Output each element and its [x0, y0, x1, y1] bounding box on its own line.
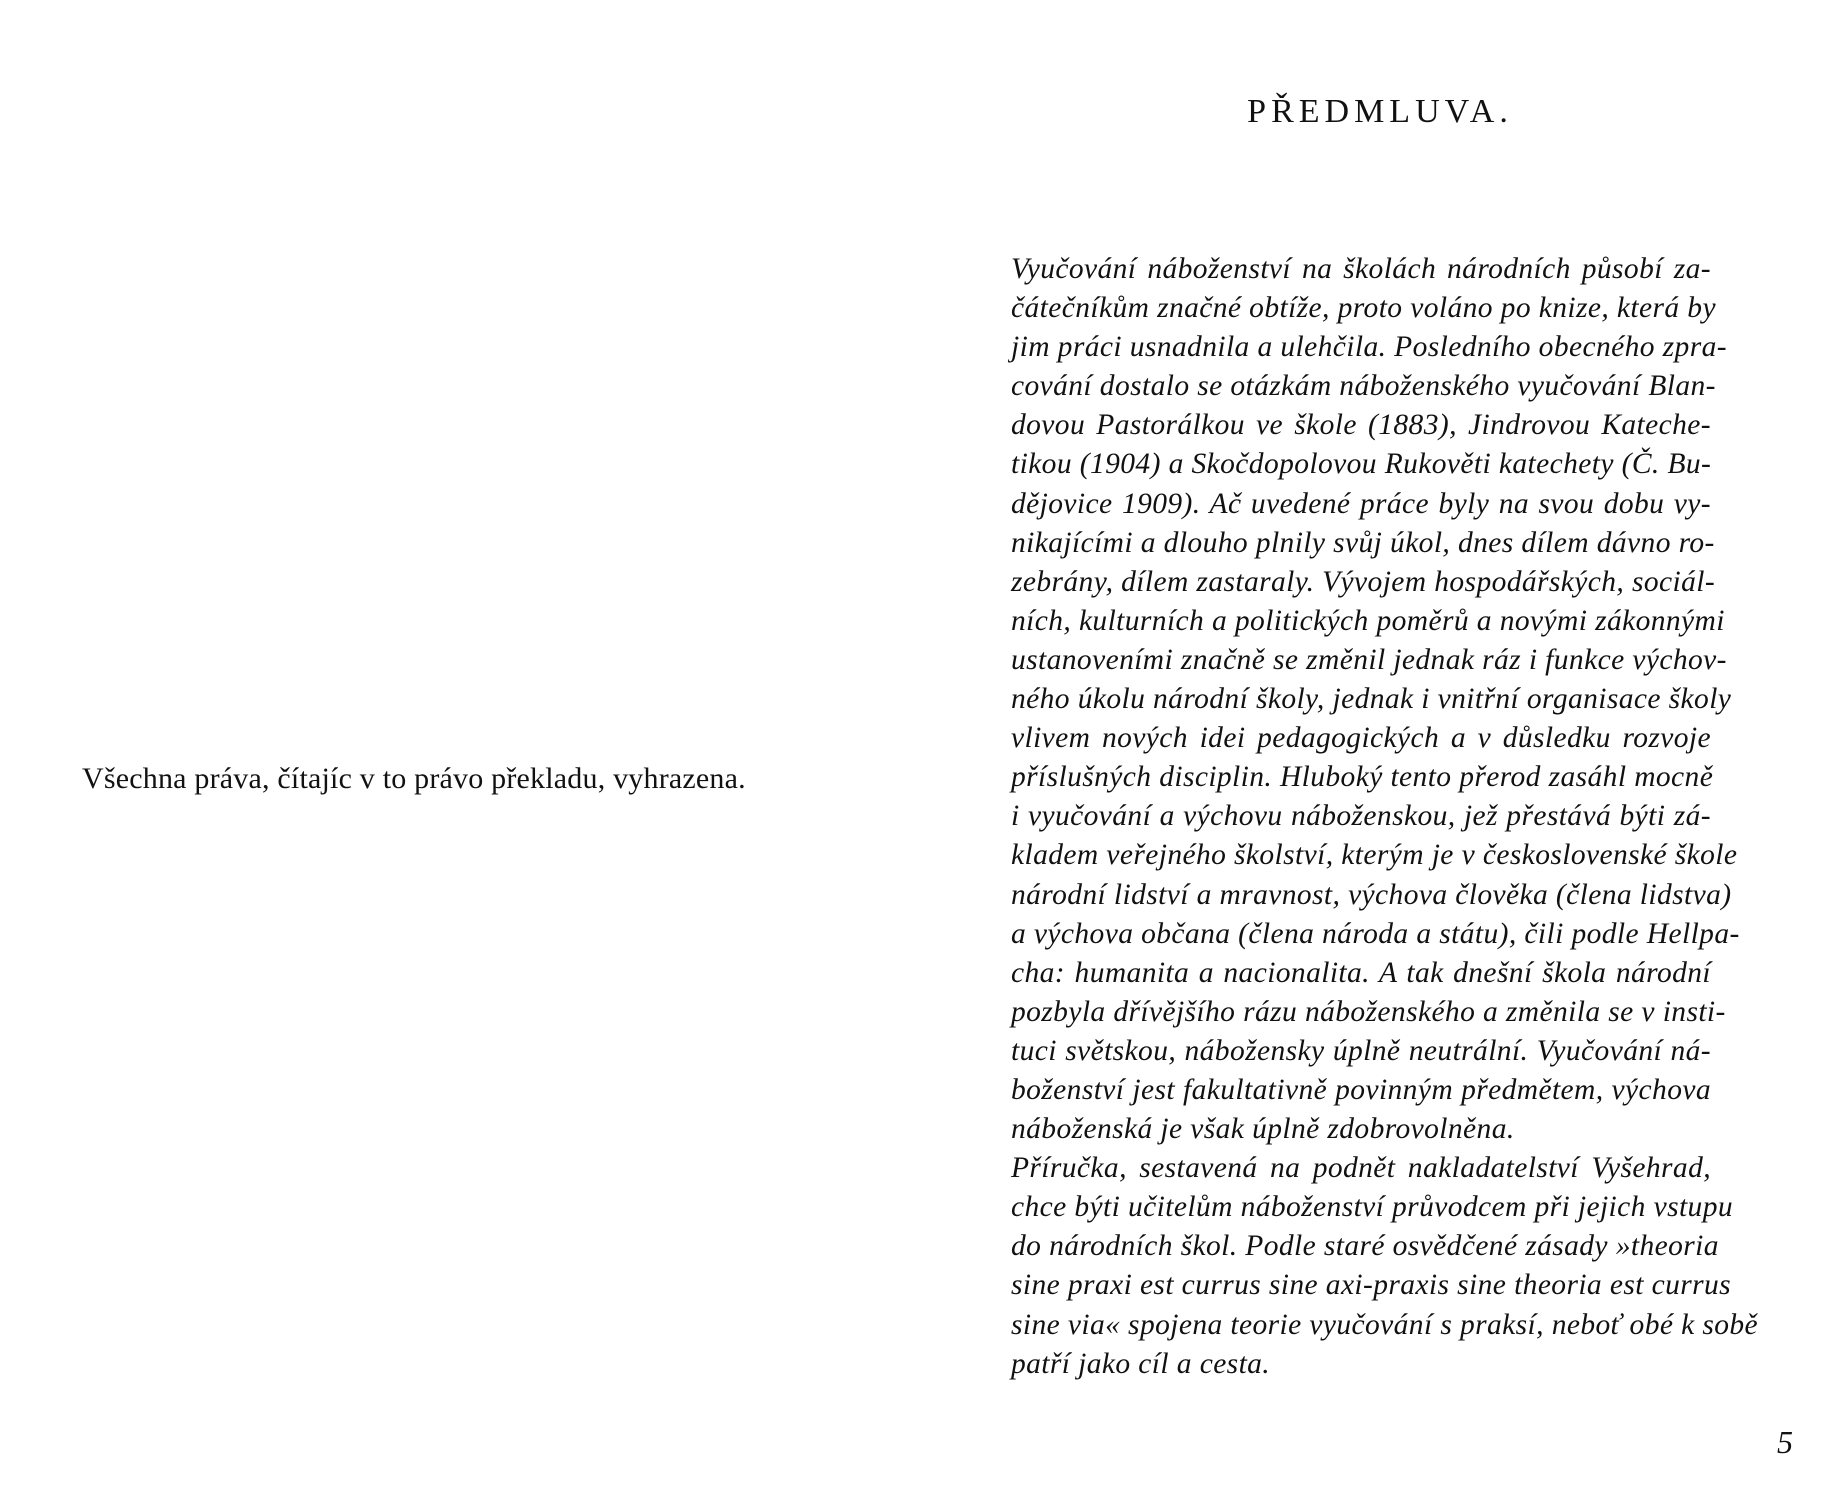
text-line: jim práci usnadnila a ulehčila. Posledního obecného zpra- — [1011, 331, 1727, 364]
text-line: nikajícími a dlouho plnily svůj úkol, dnes dílem dávno ro- — [1011, 526, 1715, 559]
page-number: 5 — [1777, 1424, 1793, 1460]
text-line: boženství jest fakultativně povinným předmětem, výchova — [1011, 1073, 1711, 1106]
text-line: zebrány, dílem zastaraly. Vývojem hospodářských, sociál- — [1011, 565, 1716, 598]
text-line: chce býti učitelům náboženství průvodcem při jejich vstupu — [1011, 1191, 1733, 1224]
text-line: dovou Pastorálkou ve škole (1883), Jindrovou Kateche- — [1011, 409, 1711, 442]
rights-notice: Všechna práva, čítajíc v to právo překladu, vyhrazena. — [82, 762, 746, 795]
text-line: cování dostalo se otázkám náboženského vyučování Blan- — [1011, 370, 1716, 403]
preface-body — [981, 250, 1759, 1384]
text-line: pozbyla dřívějšího rázu náboženského a změnila se v insti- — [1011, 995, 1726, 1028]
text-line: ních, kulturních a politických poměrů a novými zákonnými — [1011, 604, 1725, 637]
text-line: tikou (1904) a Skočdopolovou Rukověti katechety (Č. Bu- — [1011, 448, 1712, 481]
right-page — [915, 0, 1830, 1500]
text-line: ného úkolu národní školy, jednak i vnitřní organisace školy — [1011, 683, 1732, 716]
text-line: náboženská je však úplně zdobrovolněna. — [1011, 1113, 1515, 1146]
text-line: sine via« spojena teorie vyučování s praksí, neboť obé k sobě — [1011, 1308, 1759, 1341]
text-line: i vyučování a výchovu náboženskou, jež přestává býti zá- — [1011, 800, 1711, 833]
text-line: národní lidství a mravnost, výchova člověka (člena lidstva) — [1011, 878, 1732, 911]
text-line: Příručka, sestavená na podnět nakladatelství Vyšehrad, — [1011, 1152, 1711, 1185]
text-line: sine praxi est currus sine axi-praxis sine theoria est currus — [1011, 1269, 1732, 1302]
page-heading: PŘEDMLUVA. — [1247, 93, 1513, 130]
text-line: příslušných disciplin. Hluboký tento přerod zasáhl mocně — [1011, 761, 1714, 794]
text-line: Vyučování náboženství na školách národních působí za- — [1011, 253, 1711, 285]
text-line: ustanoveními značně se změnil jednak ráz i funkce výchov- — [1011, 643, 1727, 676]
text-line: čátečníkům značné obtíže, proto voláno po knize, která by — [1011, 292, 1716, 325]
text-line: patří jako cíl a cesta. — [1011, 1347, 1271, 1380]
text-line: dějovice 1909). Ač uvedené práce byly na svou dobu vy- — [1011, 487, 1711, 520]
text-line: cha: humanita a nacionalita. A tak dnešní škola národní — [1011, 956, 1711, 989]
text-line: a výchova občana (člena národa a státu), čili podle Hellpa- — [1011, 917, 1740, 950]
text-line: do národních škol. Podle staré osvědčené zásady »theoria — [1011, 1230, 1719, 1263]
text-line: tuci světskou, nábožensky úplně neutrální. Vyučování ná- — [1011, 1034, 1711, 1067]
preface-paragraph-2 — [981, 1149, 1759, 1384]
text-line: kladem veřejného školství, kterým je v československé škole — [1011, 839, 1738, 872]
preface-paragraph-1 — [981, 250, 1740, 1149]
text-line: vlivem nových idei pedagogických a v důsledku rozvoje — [1011, 722, 1711, 755]
